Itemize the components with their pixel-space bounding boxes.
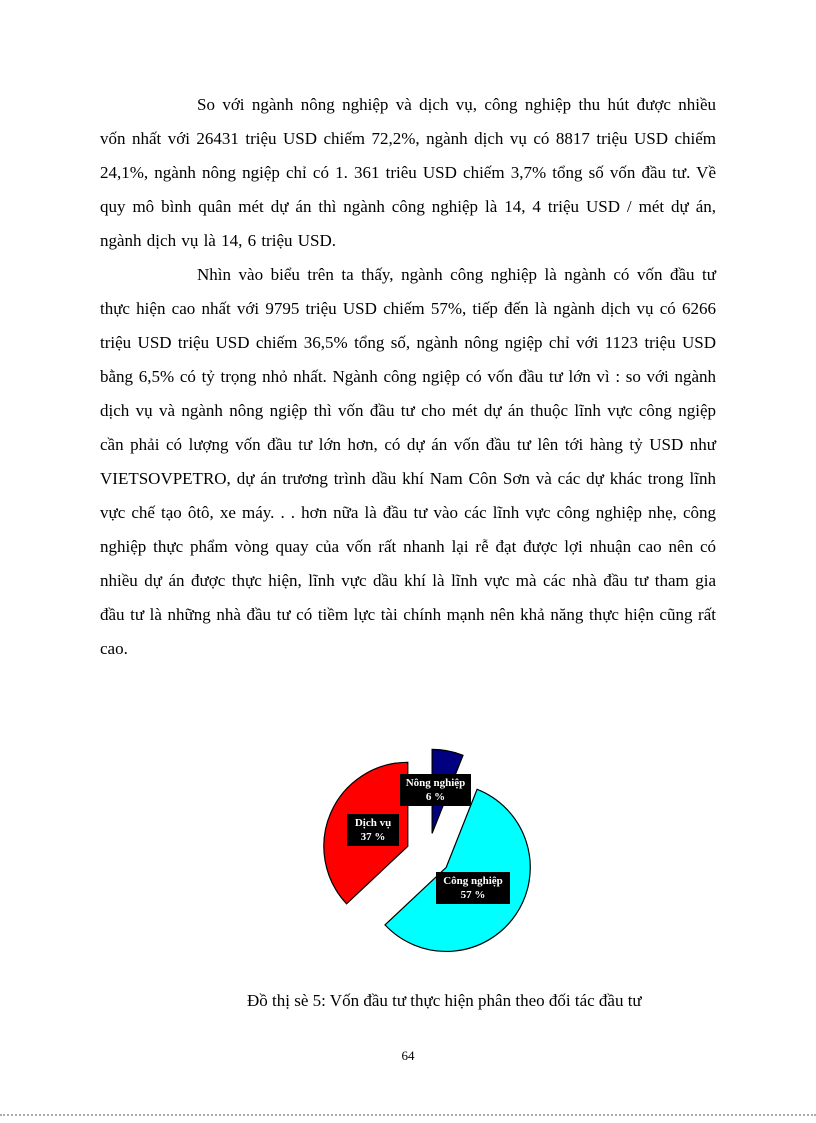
bottom-dotted-divider xyxy=(0,1114,816,1116)
pie-label-dich-vu xyxy=(347,814,399,846)
body-text xyxy=(100,88,716,666)
pie-label-cong-nghiep xyxy=(436,872,510,904)
pie-label-nong-nghiep-text: Nông nghiệp xyxy=(405,777,466,789)
paragraph-1: So với ngành nông nghiệp và dịch vụ, công nghiệp thu hút được nhiều vốn nhất với 26431 triệu USD chiếm 72,2%, ngành dịch vụ có 8817 triệu USD chiếm 24,1%, ngành nông ngiệp chỉ có 1. 361 triêu USD chiếm 3,7% tổng số vốn đầu tư. Về quy mô bình quân mét dự án thì ngành công nghiệp là 14, 4 triệu USD / mét dự án, ngành dịch vụ là 14, 6 triệu USD. xyxy=(100,95,716,250)
pie-label-cong-nghiep-pct: 57 % xyxy=(460,889,486,901)
pie-label-nong-nghiep-pct: 6 % xyxy=(425,791,446,803)
page-number: 64 xyxy=(401,1048,415,1063)
pie-chart xyxy=(310,735,610,975)
pie-label-dich-vu-text: Dịch vụ xyxy=(354,817,392,829)
pie-label-dich-vu-pct: 37 % xyxy=(360,831,386,843)
paragraph-2: Nhìn vào biểu trên ta thấy, ngành công nghiệp là ngành có vốn đầu tư thực hiện cao nhất với 9795 triệu USD chiếm 57%, tiếp đến là ngành dịch vụ có 6266 triệu USD triệu USD chiếm 36,5% tổng số, ngành nông ngiệp chỉ với 1123 triệu USD bằng 6,5% có tỷ trọng nhỏ nhất. Ngành công ngiệp có vốn đầu tư lớn vì : so với ngành dịch vụ và ngành nông ngiệp thì vốn đầu tư cho mét dự án thuộc lĩnh vực công ngiệp cần phải có lượng vốn đầu tư lớn hơn, có dự án vốn đầu tư lên tới hàng tỷ USD như VIETSOVPETRO, dự án trương trình dầu khí Nam Côn Sơn và các dự khác trong lĩnh vực chế tạo ôtô, xe máy. . . hơn nữa là đầu tư vào các lĩnh vực công nghiệp nhẹ, công nghiệp thực phẩm vòng quay của vốn rất nhanh lại rễ đạt được lợi nhuận cao nên có nhiều dự án được thực hiện, lĩnh vực dầu khí là lĩnh vực mà các nhà đầu tư tham gia đầu tư là những nhà đầu tư có tiềm lực tài chính mạnh nên khả năng thực hiện cũng rất cao. xyxy=(100,265,716,658)
pie-label-cong-nghiep-text: Công nghiệp xyxy=(443,875,503,887)
chart-caption: Đồ thị sè 5: Vốn đầu tư thực hiện phân theo đối tác đầu tư xyxy=(247,991,642,1010)
pie-svg xyxy=(310,735,610,975)
pie-label-nong-nghiep xyxy=(400,774,471,806)
